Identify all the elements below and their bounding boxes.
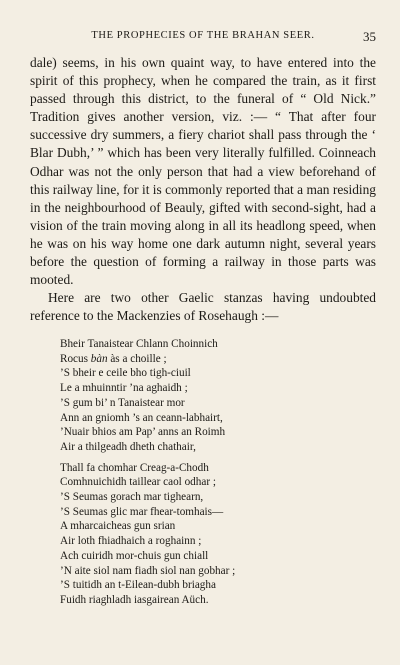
verse-line: A mharcaicheas gun srian: [60, 520, 176, 533]
verse-text: Rocus: [60, 352, 91, 365]
stanza-2: [60, 461, 380, 608]
gaelic-verse: [60, 337, 380, 608]
verse-line: Ann an gniomh ’s an ceann-labhairt,: [60, 411, 223, 424]
italic-word: bàn: [90, 352, 108, 365]
verse-line: Ach cuiridh mor-chuis gun chiall: [60, 549, 209, 562]
verse-line: ’S tuitidh an t-Eilean-dubh briagha: [60, 579, 216, 592]
stanza-1: [60, 337, 380, 455]
verse-text: às a choille ;: [107, 352, 167, 365]
verse-line: ’S gum bi’ n Tanaistear mor: [60, 396, 185, 409]
body-text: [30, 54, 376, 325]
verse-line: ’N aite siol nam fiadh siol nan gobhar ;: [60, 564, 236, 577]
verse-line: [60, 352, 380, 367]
verse-line: Air a thilgeadh dheth chathair,: [60, 440, 196, 453]
verse-line: ’S Seumas glic mar fhear-tomhais—: [60, 505, 224, 518]
verse-line: Comhnuichidh taillear caol odhar ;: [60, 476, 216, 489]
paragraph-2: Here are two other Gaelic stanzas having undoubted reference to the Mackenzies of Rosehaugh :—: [30, 290, 376, 324]
verse-line: ’S bheir e ceile bho tigh-ciuil: [60, 367, 191, 380]
paragraph-1: dale) seems, in his own quaint way, to have entered into the spirit of this prophecy, when he compared the train, as it first passed through this district, to the funeral of “ Old Nick.” Tradition gives another version, viz. :— “ That after four successive dry summers, a fiery chariot shall pass through the ‘ Blar Dubh,’ ” which has been very literally fulfilled. Coinneach Odhar was not the only person that had a view beforehand of this railway line, for it is commonly reported that a man residing in the neighbourhood of Beauly, gifted with second-sight, had a vision of the train moving along in all its headlong speed, when he was on his way home one dark autumn night, several years before the question of forming a railway in those parts was mooted.: [30, 55, 376, 288]
verse-line: ’S Seumas gorach mar tighearn,: [60, 491, 204, 504]
verse-line: ’Nuair bhios am Pap’ anns an Roimh: [60, 426, 226, 439]
verse-line: Fuidh riaghladh iasgairean Aüch.: [60, 593, 209, 606]
verse-line: Le a mhuinntir ’na aghaidh ;: [60, 382, 188, 395]
verse-line: Thall fa chomhar Creag-a-Chodh: [60, 461, 209, 474]
page-header: [30, 30, 376, 44]
verse-line: Bheir Tanaistear Chlann Choinnich: [60, 338, 218, 350]
page-number: 35: [363, 29, 376, 44]
verse-line: Air loth fhiadhaich a roghainn ;: [60, 535, 202, 548]
running-title: THE PROPHECIES OF THE BRAHAN SEER.: [91, 30, 315, 41]
